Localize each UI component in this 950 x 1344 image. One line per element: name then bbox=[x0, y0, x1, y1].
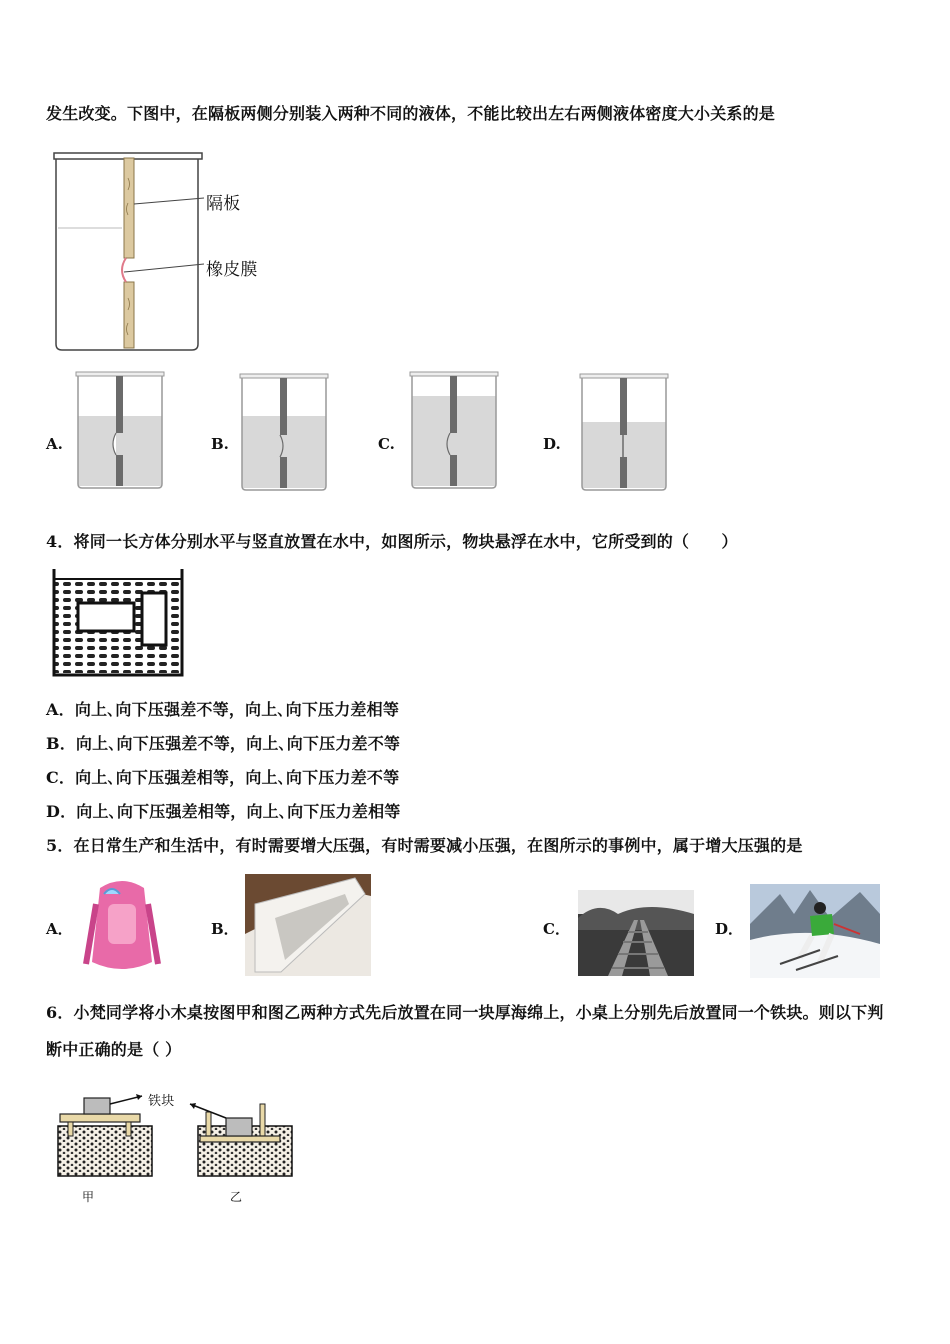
q3-option-d-beaker bbox=[578, 372, 670, 494]
q3-stem: 发生改变。下图中，在隔板两侧分别装入两种不同的液体，不能比较出左右两侧液体密度大小关系的是 bbox=[46, 104, 776, 123]
q5-backpack-image bbox=[76, 874, 168, 978]
q4-water-tank-figure bbox=[50, 565, 188, 679]
q4-option-b[interactable]: B．向上､向下压强差不等，向上､向下压力差不等 bbox=[46, 734, 401, 753]
q4-option-d[interactable]: D．向上､向下压强差相等，向上､向下压力差相等 bbox=[46, 802, 401, 821]
q5-stem: 5．在日常生产和生活中，有时需要增大压强，有时需要减小压强，在图所示的事例中，属于增大压强的是 bbox=[46, 836, 803, 855]
q5-option-d-label[interactable]: D． bbox=[715, 920, 744, 938]
label-partition: 隔板 bbox=[206, 194, 241, 214]
q4-option-c[interactable]: C．向上､向下压强差相等，向上､向下压力差不等 bbox=[46, 768, 400, 787]
q5-knife-image bbox=[245, 874, 371, 976]
q3-option-b-label[interactable]: B. bbox=[211, 435, 229, 453]
q3-option-c-label[interactable]: C. bbox=[378, 435, 395, 453]
label-yi: 乙 bbox=[230, 1190, 243, 1204]
q6-stem-line-2: 断中正确的是（ ） bbox=[46, 1040, 182, 1059]
label-jia: 甲 bbox=[82, 1190, 95, 1204]
q3-option-a-beaker bbox=[74, 370, 166, 492]
q3-option-c-beaker bbox=[408, 370, 500, 492]
q3-option-d-label[interactable]: D. bbox=[543, 435, 561, 453]
q5-option-c-label[interactable]: C． bbox=[543, 920, 570, 938]
q5-railway-image bbox=[578, 890, 694, 976]
q6-stem-line-1: 6．小梵同学将小木桌按图甲和图乙两种方式先后放置在同一块厚海绵上，小桌上分别先后放置同一个铁块。则以下判 bbox=[46, 1003, 884, 1022]
partition-beaker-figure bbox=[50, 148, 280, 358]
label-iron-block: 铁块 bbox=[148, 1094, 175, 1109]
q5-option-b-label[interactable]: B． bbox=[211, 920, 239, 938]
label-membrane: 橡皮膜 bbox=[206, 260, 258, 280]
q5-skier-image bbox=[750, 884, 880, 978]
q4-option-a[interactable]: A．向上､向下压强差不等，向上､向下压力差相等 bbox=[46, 700, 400, 719]
q5-option-a-label[interactable]: A． bbox=[46, 920, 73, 938]
q3-option-a-label[interactable]: A. bbox=[46, 435, 63, 453]
q4-stem: 4．将同一长方体分别水平与竖直放置在水中，如图所示，物块悬浮在水中，它所受到的（ ） bbox=[46, 532, 738, 551]
q3-option-b-beaker bbox=[238, 372, 330, 494]
